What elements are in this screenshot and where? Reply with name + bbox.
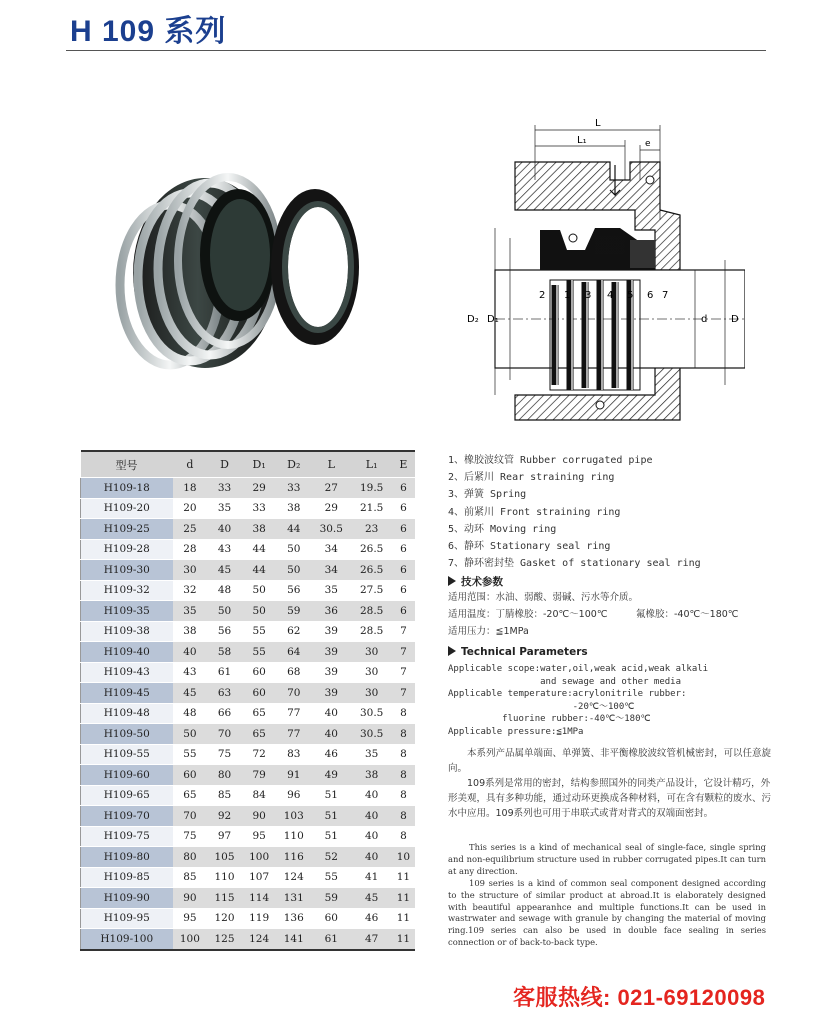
table-cell: 90 [173, 888, 208, 909]
table-cell: 110 [207, 867, 242, 888]
table-cell: 11 [392, 908, 415, 929]
table-cell: 55 [242, 642, 277, 663]
spring-seal-assembly [120, 177, 278, 368]
model-cell: H109-50 [81, 724, 173, 745]
table-cell: 20 [173, 498, 208, 519]
table-cell: 30 [351, 683, 391, 704]
model-cell: H109-30 [81, 560, 173, 581]
table-cell: 40 [207, 519, 242, 540]
table-cell: 7 [392, 642, 415, 663]
tech-cn-pressure: 适用压力：≦1MPa [448, 626, 529, 637]
table-cell: 79 [242, 765, 277, 786]
table-cell: 38 [173, 621, 208, 642]
table-cell: 65 [173, 785, 208, 806]
table-cell: 27.5 [351, 580, 391, 601]
table-header-row [81, 451, 416, 478]
table-cell: 35 [173, 601, 208, 622]
table-cell: 11 [392, 867, 415, 888]
table-cell: 85 [207, 785, 242, 806]
table-cell: 32 [173, 580, 208, 601]
table-cell: 23 [351, 519, 391, 540]
table-cell: 40 [311, 703, 351, 724]
table-cell: 136 [276, 908, 311, 929]
table-cell: 38 [242, 519, 277, 540]
table-cell: 70 [276, 683, 311, 704]
model-cell: H109-75 [81, 826, 173, 847]
part-number: 4 [607, 290, 614, 301]
table-row [81, 806, 416, 827]
table-header-cell: L [311, 451, 351, 478]
table-cell: 28 [173, 539, 208, 560]
model-cell: H109-48 [81, 703, 173, 724]
model-cell: H109-18 [81, 478, 173, 499]
table-cell: 8 [392, 765, 415, 786]
part-number: 6 [647, 290, 654, 301]
cross-section-diagram [455, 110, 745, 430]
table-cell: 44 [242, 560, 277, 581]
table-cell: 8 [392, 785, 415, 806]
model-cell: H109-65 [81, 785, 173, 806]
table-row [81, 601, 416, 622]
page-title: H 109 系列 [70, 15, 227, 48]
table-cell: 116 [276, 847, 311, 868]
model-cell: H109-28 [81, 539, 173, 560]
table-header-cell: D [207, 451, 242, 478]
parts-list-item: 7、静环密封垫 Gasket of stationary seal ring [448, 558, 701, 570]
table-cell: 26.5 [351, 560, 391, 581]
table-cell: 141 [276, 929, 311, 950]
table-cell: 35 [207, 498, 242, 519]
table-cell: 28.5 [351, 621, 391, 642]
table-cell: 55 [311, 867, 351, 888]
table-cell: 7 [392, 662, 415, 683]
model-cell: H109-43 [81, 662, 173, 683]
tech-cn-heading: 技术参数 [448, 574, 503, 589]
model-cell: H109-35 [81, 601, 173, 622]
table-row [81, 867, 416, 888]
table-cell: 6 [392, 560, 415, 581]
table-cell: 56 [207, 621, 242, 642]
tech-cn-block [448, 589, 738, 640]
table-cell: 34 [311, 560, 351, 581]
table-cell: 125 [207, 929, 242, 950]
tech-cn-temp: 适用温度：丁腈橡胶：-20℃～100℃ 氟橡胶：-40℃～180℃ [448, 609, 739, 620]
table-cell: 6 [392, 478, 415, 499]
table-cell: 35 [351, 744, 391, 765]
table-cell: 8 [392, 826, 415, 847]
dim-L1-label: L₁ [577, 135, 587, 146]
table-cell: 70 [207, 724, 242, 745]
table-cell: 40 [173, 642, 208, 663]
table-cell: 35 [311, 580, 351, 601]
table-cell: 55 [242, 621, 277, 642]
table-header-cell: L₁ [351, 451, 391, 478]
table-cell: 75 [173, 826, 208, 847]
table-cell: 29 [242, 478, 277, 499]
part-number: 1 [564, 290, 571, 301]
table-cell: 8 [392, 724, 415, 745]
table-cell: 6 [392, 519, 415, 540]
table-row [81, 683, 416, 704]
parts-list [448, 452, 808, 572]
table-cell: 30.5 [351, 703, 391, 724]
table-row [81, 888, 416, 909]
table-row [81, 580, 416, 601]
description-en [448, 842, 766, 949]
table-cell: 30 [351, 642, 391, 663]
table-cell: 49 [311, 765, 351, 786]
table-cell: 40 [351, 785, 391, 806]
table-cell: 66 [207, 703, 242, 724]
table-cell: 40 [351, 847, 391, 868]
triangle-bullet-icon [448, 576, 456, 586]
parts-list-item: 4、前紧川 Front straining ring [448, 506, 621, 518]
table-row [81, 539, 416, 560]
parts-list-item: 5、动环 Moving ring [448, 523, 557, 535]
table-cell: 119 [242, 908, 277, 929]
model-cell: H109-45 [81, 683, 173, 704]
table-cell: 58 [207, 642, 242, 663]
table-cell: 50 [276, 560, 311, 581]
model-cell: H109-60 [81, 765, 173, 786]
table-row [81, 744, 416, 765]
table-cell: 28.5 [351, 601, 391, 622]
table-cell: 120 [207, 908, 242, 929]
table-cell: 43 [173, 662, 208, 683]
dim-D2-label: D₂ [467, 314, 479, 325]
table-cell: 64 [276, 642, 311, 663]
model-cell: H109-25 [81, 519, 173, 540]
table-cell: 38 [276, 498, 311, 519]
table-cell: 124 [242, 929, 277, 950]
table-cell: 18 [173, 478, 208, 499]
table-cell: 51 [311, 785, 351, 806]
model-cell: H109-20 [81, 498, 173, 519]
table-cell: 30.5 [311, 519, 351, 540]
table-cell: 46 [311, 744, 351, 765]
table-cell: 92 [207, 806, 242, 827]
table-cell: 8 [392, 806, 415, 827]
table-cell: 80 [207, 765, 242, 786]
table-cell: 62 [276, 621, 311, 642]
model-cell: H109-80 [81, 847, 173, 868]
table-cell: 83 [276, 744, 311, 765]
table-cell: 100 [173, 929, 208, 950]
tech-en-heading: Technical Parameters [448, 646, 588, 658]
part-number: 5 [627, 290, 634, 301]
table-cell: 95 [242, 826, 277, 847]
table-cell: 48 [173, 703, 208, 724]
table-cell: 50 [207, 601, 242, 622]
table-cell: 39 [311, 621, 351, 642]
dim-D1-label: D₁ [487, 314, 499, 325]
parts-list-item: 2、后紧川 Rear straining ring [448, 472, 615, 484]
table-cell: 47 [351, 929, 391, 950]
table-cell: 59 [276, 601, 311, 622]
table-cell: 107 [242, 867, 277, 888]
table-cell: 21.5 [351, 498, 391, 519]
description-en-para: This series is a kind of mechanical seal of single-face, single spring and non-equilibrium structure used in rubber corrugated pipes.It can turn at any direction. [448, 842, 766, 876]
model-cell: H109-70 [81, 806, 173, 827]
table-cell: 60 [242, 662, 277, 683]
parts-list-item: 6、静环 Stationary seal ring [448, 541, 611, 553]
table-row [81, 847, 416, 868]
table-cell: 39 [311, 642, 351, 663]
table-cell: 11 [392, 929, 415, 950]
table-cell: 6 [392, 498, 415, 519]
table-cell: 43 [207, 539, 242, 560]
table-cell: 11 [392, 888, 415, 909]
description-cn [448, 746, 778, 821]
model-cell: H109-85 [81, 867, 173, 888]
model-cell: H109-55 [81, 744, 173, 765]
table-cell: 36 [311, 601, 351, 622]
title-divider [66, 50, 766, 51]
part-number: 3 [585, 290, 592, 301]
table-cell: 103 [276, 806, 311, 827]
table-row [81, 724, 416, 745]
tech-cn-scope: 适用范围：水油、弱酸、弱碱、污水等介质。 [448, 592, 639, 603]
table-cell: 30 [173, 560, 208, 581]
dim-e-label: e [645, 139, 651, 149]
table-cell: 33 [242, 498, 277, 519]
table-cell: 6 [392, 580, 415, 601]
table-cell: 50 [242, 580, 277, 601]
description-cn-para: 109系列是常用的密封，结构参照国外的同类产品设计，它设计精巧，外形美观，具有多种功能，通过动环更换成各种材料，可在含有颗粒的废水、污水中应用。109系列也可用于串联式或背对背式的双端面密封。 [448, 778, 772, 819]
table-row [81, 560, 416, 581]
table-row [81, 642, 416, 663]
table-cell: 46 [351, 908, 391, 929]
table-cell: 50 [242, 601, 277, 622]
table-row [81, 498, 416, 519]
table-row [81, 765, 416, 786]
table-cell: 45 [207, 560, 242, 581]
dim-L-label: L [595, 118, 601, 129]
table-cell: 60 [311, 908, 351, 929]
product-photo [110, 155, 360, 395]
table-cell: 68 [276, 662, 311, 683]
table-cell: 91 [276, 765, 311, 786]
table-cell: 8 [392, 744, 415, 765]
table-cell: 44 [276, 519, 311, 540]
table-cell: 40 [311, 724, 351, 745]
model-cell: H109-38 [81, 621, 173, 642]
table-header-cell: d [173, 451, 208, 478]
spec-table [80, 450, 415, 951]
table-cell: 45 [173, 683, 208, 704]
description-cn-para: 本系列产品属单端面、单弹簧、非平衡橡胶波纹管机械密封，可以任意旋向。 [448, 748, 772, 774]
table-cell: 105 [207, 847, 242, 868]
table-cell: 29 [311, 498, 351, 519]
table-row [81, 826, 416, 847]
table-cell: 26.5 [351, 539, 391, 560]
table-row [81, 662, 416, 683]
table-cell: 61 [311, 929, 351, 950]
table-cell: 60 [173, 765, 208, 786]
table-cell: 44 [242, 539, 277, 560]
table-cell: 65 [242, 724, 277, 745]
part-number: 7 [662, 290, 669, 301]
table-cell: 90 [242, 806, 277, 827]
model-cell: H109-100 [81, 929, 173, 950]
table-cell: 75 [207, 744, 242, 765]
table-cell: 115 [207, 888, 242, 909]
table-cell: 65 [242, 703, 277, 724]
table-cell: 114 [242, 888, 277, 909]
table-cell: 63 [207, 683, 242, 704]
model-cell: H109-95 [81, 908, 173, 929]
table-cell: 52 [311, 847, 351, 868]
table-cell: 45 [351, 888, 391, 909]
table-cell: 7 [392, 683, 415, 704]
table-cell: 39 [311, 662, 351, 683]
table-row [81, 929, 416, 950]
table-cell: 34 [311, 539, 351, 560]
table-cell: 61 [207, 662, 242, 683]
parts-list-item: 1、橡胶波纹管 Rubber corrugated pipe [448, 455, 653, 466]
table-row [81, 519, 416, 540]
service-hotline: 客服热线: 021-69120098 [513, 985, 766, 1010]
table-cell: 50 [173, 724, 208, 745]
table-cell: 50 [276, 539, 311, 560]
table-cell: 55 [173, 744, 208, 765]
table-cell: 27 [311, 478, 351, 499]
table-cell: 33 [207, 478, 242, 499]
tech-en-block: Applicable scope:water,oil,weak acid,weak alkali and sewage and other media Applicable temperature:acrylonitrile rubber: -20℃～100℃ fluorine rubber:-40℃～180℃ Applicable pressure:≦1MPa [448, 664, 709, 737]
table-cell: 95 [173, 908, 208, 929]
table-cell: 6 [392, 539, 415, 560]
table-cell: 60 [242, 683, 277, 704]
table-cell: 40 [351, 826, 391, 847]
table-cell: 19.5 [351, 478, 391, 499]
table-cell: 110 [276, 826, 311, 847]
table-header-cell: E [392, 451, 415, 478]
table-cell: 59 [311, 888, 351, 909]
table-cell: 39 [311, 683, 351, 704]
table-cell: 51 [311, 826, 351, 847]
table-cell: 70 [173, 806, 208, 827]
table-cell: 97 [207, 826, 242, 847]
table-cell: 84 [242, 785, 277, 806]
table-cell: 72 [242, 744, 277, 765]
table-cell: 124 [276, 867, 311, 888]
table-row [81, 703, 416, 724]
table-cell: 85 [173, 867, 208, 888]
table-cell: 6 [392, 601, 415, 622]
table-cell: 30.5 [351, 724, 391, 745]
table-row [81, 785, 416, 806]
table-row [81, 478, 416, 499]
table-cell: 38 [351, 765, 391, 786]
table-cell: 41 [351, 867, 391, 888]
table-cell: 30 [351, 662, 391, 683]
table-cell: 48 [207, 580, 242, 601]
table-cell: 10 [392, 847, 415, 868]
model-cell: H109-40 [81, 642, 173, 663]
table-cell: 8 [392, 703, 415, 724]
table-header-cell: D₁ [242, 451, 277, 478]
table-cell: 56 [276, 580, 311, 601]
model-cell: H109-32 [81, 580, 173, 601]
table-header-cell: 型号 [81, 451, 173, 478]
table-cell: 77 [276, 703, 311, 724]
dim-d-label: d [701, 314, 708, 325]
description-en-para: 109 series is a kind of common seal component designed according to the structure of similar product at abroad.It is elaborately designed with beautiful appearanhce and multiple functions.It can be used in wastrwater and sewage with granule by changing the material of moving ring.109 series can also be used in double face sealing in series connection or of back-to-back type. [448, 877, 766, 948]
table-header-cell: D₂ [276, 451, 311, 478]
table-cell: 77 [276, 724, 311, 745]
table-row [81, 908, 416, 929]
table-cell: 96 [276, 785, 311, 806]
table-cell: 100 [242, 847, 277, 868]
triangle-bullet-icon [448, 646, 456, 656]
dim-D-label: D [731, 314, 739, 325]
table-cell: 80 [173, 847, 208, 868]
part-number: 2 [539, 290, 546, 301]
table-cell: 25 [173, 519, 208, 540]
table-cell: 33 [276, 478, 311, 499]
stationary-ring-photo [271, 189, 359, 345]
parts-list-item: 3、弹簧 Spring [448, 489, 527, 501]
table-cell: 131 [276, 888, 311, 909]
table-cell: 40 [351, 806, 391, 827]
table-row [81, 621, 416, 642]
model-cell: H109-90 [81, 888, 173, 909]
table-cell: 7 [392, 621, 415, 642]
table-cell: 51 [311, 806, 351, 827]
